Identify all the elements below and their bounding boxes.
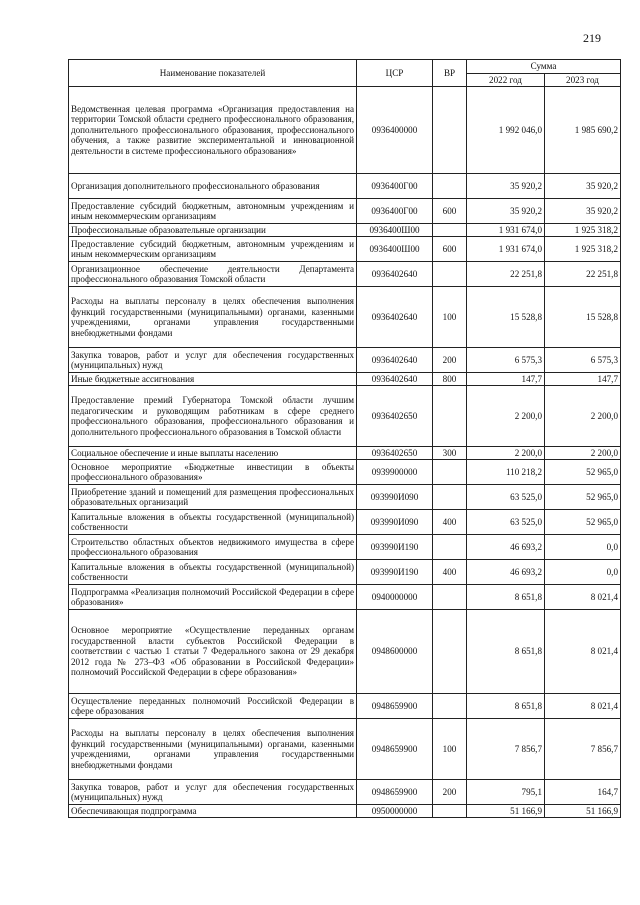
row-sum-2023-cell: 0,0: [545, 535, 621, 560]
table-row: [69, 87, 621, 174]
row-sum-2023-cell: 22 251,8: [545, 262, 621, 287]
row-sum-2023-cell: 164,7: [545, 780, 621, 805]
row-vr-cell: [433, 460, 467, 485]
row-vr-cell: 100: [433, 719, 467, 780]
row-sum-2022-cell: 51 166,9: [467, 805, 545, 818]
row-name-cell: Предоставление субсидий бюджетным, автономным учреждениям и иным некоммерческим организациям: [69, 199, 357, 224]
table-row: [69, 535, 621, 560]
row-vr-cell: [433, 224, 467, 237]
row-csr-cell: 0936402650: [357, 386, 433, 447]
row-csr-cell: 0936402640: [357, 373, 433, 386]
row-sum-2023-cell: 147,7: [545, 373, 621, 386]
row-sum-2022-cell: 46 693,2: [467, 535, 545, 560]
table-row: [69, 262, 621, 287]
row-csr-cell: 0948659900: [357, 780, 433, 805]
row-sum-2022-cell: 6 575,3: [467, 348, 545, 373]
row-csr-cell: 0936402640: [357, 262, 433, 287]
row-sum-2022-cell: 1 931 674,0: [467, 237, 545, 262]
budget-table: [68, 59, 621, 818]
row-name-cell: Предоставление субсидий бюджетным, автономным учреждениям и иным некоммерческим организациям: [69, 237, 357, 262]
row-name-cell: Основное мероприятие «Осуществление переданных органам государственной власти субъектов Российской Федерации в соответствии с частью 1 статьи 7 Федерального закона от 29 декабря 2012 года № 273–ФЗ «Об образовании в Российской Федерации» полномочий Российской Федерации в сфере образования»: [69, 610, 357, 694]
row-sum-2022-cell: 8 651,8: [467, 694, 545, 719]
header-year-2022: 2022 год: [467, 74, 545, 87]
table-row: [69, 485, 621, 510]
row-name-cell: Организационное обеспечение деятельности Департамента профессионального образования Томской области: [69, 262, 357, 287]
row-sum-2023-cell: 35 920,2: [545, 174, 621, 199]
row-name-cell: Капитальные вложения в объекты государственной (муниципальной) собственности: [69, 510, 357, 535]
table-row: [69, 694, 621, 719]
row-sum-2023-cell: 6 575,3: [545, 348, 621, 373]
row-csr-cell: 0936400Ш00: [357, 224, 433, 237]
table-row: [69, 460, 621, 485]
row-name-cell: Социальное обеспечение и иные выплаты населению: [69, 447, 357, 460]
row-csr-cell: 0936400Ш00: [357, 237, 433, 262]
row-sum-2023-cell: 15 528,8: [545, 287, 621, 348]
row-vr-cell: [433, 262, 467, 287]
row-name-cell: Профессиональные образовательные организации: [69, 224, 357, 237]
row-sum-2023-cell: 1 925 318,2: [545, 224, 621, 237]
row-csr-cell: 0939900000: [357, 460, 433, 485]
row-sum-2023-cell: 1 985 690,2: [545, 87, 621, 174]
row-name-cell: Иные бюджетные ассигнования: [69, 373, 357, 386]
row-name-cell: Закупка товаров, работ и услуг для обеспечения государственных (муниципальных) нужд: [69, 780, 357, 805]
table-row: [69, 287, 621, 348]
row-name-cell: Расходы на выплаты персоналу в целях обеспечения выполнения функций государственными (муниципальными) органами, казенными учреждениями, органами управления государственными внебюджетными фондами: [69, 719, 357, 780]
table-row: [69, 560, 621, 585]
row-sum-2023-cell: 1 925 318,2: [545, 237, 621, 262]
table-row: [69, 719, 621, 780]
row-csr-cell: 0936400Г00: [357, 199, 433, 224]
row-name-cell: Закупка товаров, работ и услуг для обеспечения государственных (муниципальных) нужд: [69, 348, 357, 373]
row-sum-2023-cell: 52 965,0: [545, 510, 621, 535]
row-sum-2022-cell: 1 992 046,0: [467, 87, 545, 174]
row-name-cell: Расходы на выплаты персоналу в целях обеспечения выполнения функций государственными (муниципальными) органами, казенными учреждениями, органами управления государственными внебюджетными фондами: [69, 287, 357, 348]
row-csr-cell: 093990И190: [357, 535, 433, 560]
row-sum-2023-cell: 8 021,4: [545, 585, 621, 610]
row-name-cell: Капитальные вложения в объекты государственной (муниципальной) собственности: [69, 560, 357, 585]
row-name-cell: Подпрограмма «Реализация полномочий Российской Федерации в сфере образования»: [69, 585, 357, 610]
row-vr-cell: [433, 485, 467, 510]
row-sum-2023-cell: 8 021,4: [545, 694, 621, 719]
table-row: [69, 199, 621, 224]
row-sum-2022-cell: 63 525,0: [467, 510, 545, 535]
row-csr-cell: 0936402640: [357, 287, 433, 348]
row-name-cell: Основное мероприятие «Бюджетные инвестиции в объекты профессионального образования»: [69, 460, 357, 485]
row-csr-cell: 0948659900: [357, 719, 433, 780]
row-vr-cell: 200: [433, 348, 467, 373]
row-sum-2022-cell: 46 693,2: [467, 560, 545, 585]
row-sum-2022-cell: 147,7: [467, 373, 545, 386]
table-row: [69, 780, 621, 805]
table-row: [69, 373, 621, 386]
row-sum-2022-cell: 8 651,8: [467, 585, 545, 610]
row-csr-cell: 0950000000: [357, 805, 433, 818]
row-csr-cell: 093990И090: [357, 485, 433, 510]
row-name-cell: Приобретение зданий и помещений для размещения профессиональных образовательных организаций: [69, 485, 357, 510]
table-row: [69, 447, 621, 460]
header-year-2023: 2023 год: [545, 74, 621, 87]
row-vr-cell: 400: [433, 560, 467, 585]
row-csr-cell: 093990И090: [357, 510, 433, 535]
row-name-cell: Организация дополнительного профессионального образования: [69, 174, 357, 199]
row-name-cell: Предоставление премий Губернатора Томской области лучшим педагогическим и руководящим работникам в сфере среднего профессионального образования, профессионального образования и дополнительного профессионального образования в Томской области: [69, 386, 357, 447]
row-vr-cell: [433, 535, 467, 560]
row-sum-2022-cell: 110 218,2: [467, 460, 545, 485]
row-csr-cell: 0940000000: [357, 585, 433, 610]
row-sum-2022-cell: 8 651,8: [467, 610, 545, 694]
row-sum-2023-cell: 35 920,2: [545, 199, 621, 224]
row-sum-2022-cell: 795,1: [467, 780, 545, 805]
row-vr-cell: [433, 386, 467, 447]
row-vr-cell: 800: [433, 373, 467, 386]
row-vr-cell: 300: [433, 447, 467, 460]
row-sum-2023-cell: 2 200,0: [545, 447, 621, 460]
row-sum-2023-cell: 2 200,0: [545, 386, 621, 447]
row-sum-2022-cell: 63 525,0: [467, 485, 545, 510]
row-name-cell: Строительство областных объектов недвижимого имущества в сфере профессионального образования: [69, 535, 357, 560]
row-vr-cell: [433, 694, 467, 719]
row-vr-cell: [433, 610, 467, 694]
row-vr-cell: 100: [433, 287, 467, 348]
row-csr-cell: 0948600000: [357, 610, 433, 694]
row-sum-2022-cell: 2 200,0: [467, 447, 545, 460]
table-row: [69, 805, 621, 818]
row-csr-cell: 0936400000: [357, 87, 433, 174]
row-sum-2022-cell: 1 931 674,0: [467, 224, 545, 237]
row-sum-2022-cell: 2 200,0: [467, 386, 545, 447]
row-vr-cell: [433, 585, 467, 610]
row-vr-cell: 200: [433, 780, 467, 805]
row-sum-2023-cell: 52 965,0: [545, 460, 621, 485]
table-row: [69, 348, 621, 373]
row-sum-2022-cell: 15 528,8: [467, 287, 545, 348]
row-sum-2022-cell: 22 251,8: [467, 262, 545, 287]
row-vr-cell: 400: [433, 510, 467, 535]
row-sum-2023-cell: 7 856,7: [545, 719, 621, 780]
row-vr-cell: 600: [433, 199, 467, 224]
table-row: [69, 386, 621, 447]
table-row: [69, 610, 621, 694]
table-row: [69, 510, 621, 535]
row-name-cell: Ведомственная целевая программа «Организация предоставления на территории Томской области среднего профессионального образования, дополнительного профессионального образования, профессионального обучения, а также развитие экспериментальной и инновационной деятельности в системе профессионального образования»: [69, 87, 357, 174]
page-number: 219: [583, 31, 601, 45]
row-sum-2022-cell: 35 920,2: [467, 174, 545, 199]
row-csr-cell: 0936402640: [357, 348, 433, 373]
row-csr-cell: 093990И190: [357, 560, 433, 585]
table-body: [69, 87, 621, 818]
row-sum-2023-cell: 0,0: [545, 560, 621, 585]
table-row: [69, 224, 621, 237]
row-sum-2022-cell: 35 920,2: [467, 199, 545, 224]
header-sum: Сумма: [467, 60, 621, 74]
row-csr-cell: 0936402650: [357, 447, 433, 460]
row-name-cell: Обеспечивающая подпрограмма: [69, 805, 357, 818]
row-vr-cell: [433, 87, 467, 174]
row-name-cell: Осуществление переданных полномочий Российской Федерации в сфере образования: [69, 694, 357, 719]
row-sum-2022-cell: 7 856,7: [467, 719, 545, 780]
row-csr-cell: 0936400Г00: [357, 174, 433, 199]
header-vr: ВР: [433, 60, 467, 87]
row-sum-2023-cell: 52 965,0: [545, 485, 621, 510]
table-header: [69, 60, 621, 87]
row-sum-2023-cell: 8 021,4: [545, 610, 621, 694]
row-vr-cell: 600: [433, 237, 467, 262]
header-csr: ЦСР: [357, 60, 433, 87]
row-csr-cell: 0948659900: [357, 694, 433, 719]
table-row: [69, 237, 621, 262]
header-name: Наименование показателей: [69, 60, 357, 87]
table-row: [69, 174, 621, 199]
row-vr-cell: [433, 805, 467, 818]
row-sum-2023-cell: 51 166,9: [545, 805, 621, 818]
table-row: [69, 585, 621, 610]
row-vr-cell: [433, 174, 467, 199]
